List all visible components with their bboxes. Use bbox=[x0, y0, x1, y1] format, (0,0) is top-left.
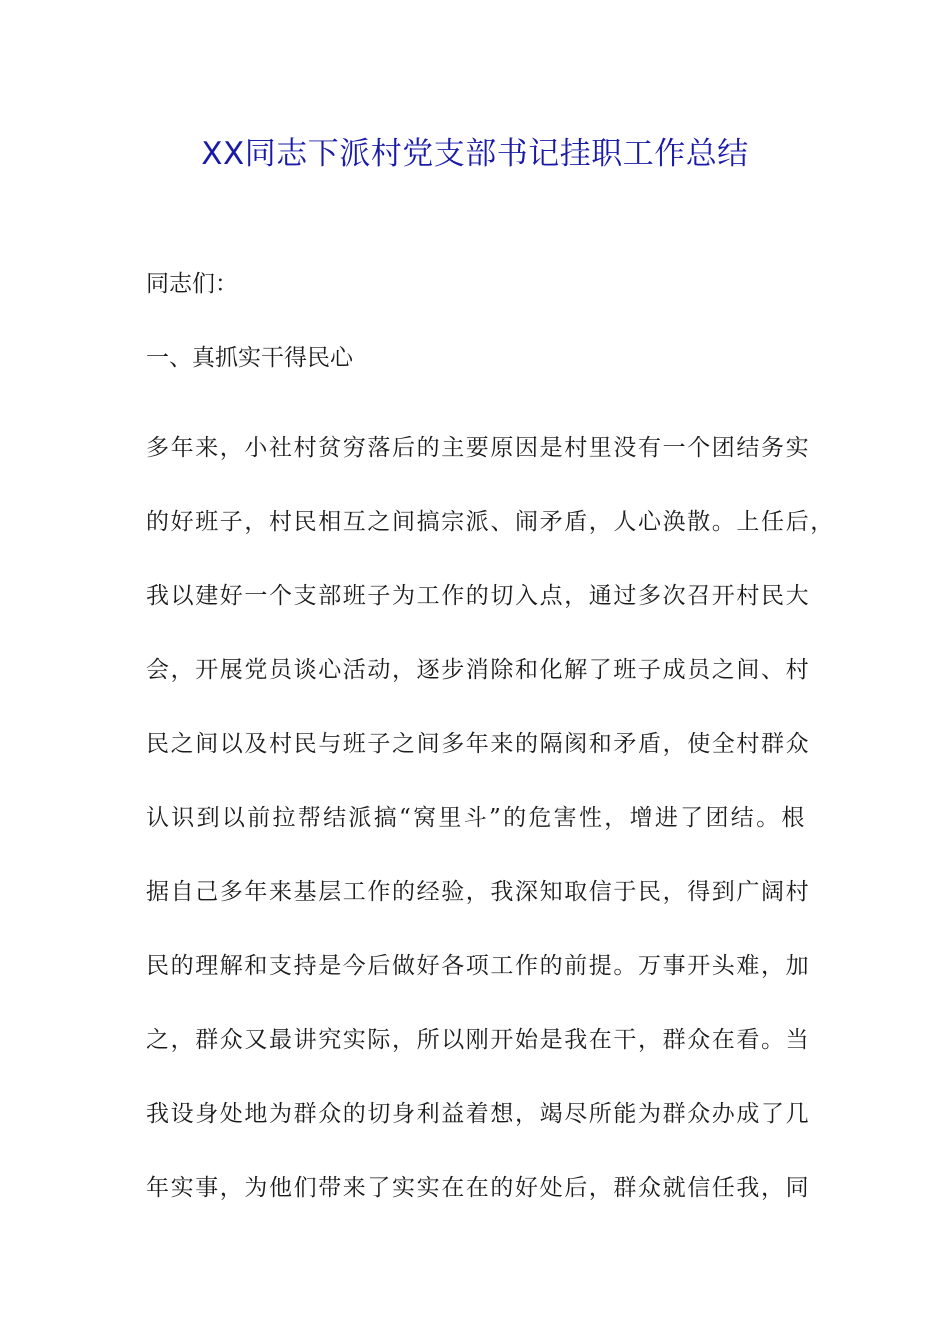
salutation: 同志们： bbox=[146, 271, 238, 297]
paragraph-line: 的好班子，村民相互之间搞宗派、闹矛盾，人心涣散。上任后， bbox=[146, 509, 835, 535]
paragraph-line: 我以建好一个支部班子为工作的切入点，通过多次召开村民大 bbox=[146, 583, 811, 609]
paragraph-line: 民的理解和支持是今后做好各项工作的前提。万事开头难，加 bbox=[146, 953, 811, 979]
paragraph-line: 多年来，小社村贫穷落后的主要原因是村里没有一个团结务实 bbox=[146, 435, 811, 461]
paragraph-line: 之，群众又最讲究实际，所以刚开始是我在干，群众在看。当 bbox=[146, 1027, 811, 1053]
paragraph-line: 我设身处地为群众的切身利益着想，竭尽所能为群众办成了几 bbox=[146, 1101, 811, 1127]
paragraph-1 bbox=[146, 411, 835, 1225]
paragraph-line: 据自己多年来基层工作的经验，我深知取信于民，得到广阔村 bbox=[146, 879, 811, 905]
paragraph-line: 认识到以前拉帮结派搞“窝里斗”的危害性，增进了团结。根 bbox=[146, 805, 806, 831]
paragraph-line: 年实事，为他们带来了实实在在的好处后，群众就信任我，同 bbox=[146, 1175, 811, 1201]
section-heading-1: 一、真抓实干得民心 bbox=[146, 345, 353, 371]
paragraph-line: 会，开展党员谈心活动，逐步消除和化解了班子成员之间、村 bbox=[146, 657, 811, 683]
paragraph-line: 民之间以及村民与班子之间多年来的隔阂和矛盾，使全村群众 bbox=[146, 731, 811, 757]
document-title: XX同志下派村党支部书记挂职工作总结 bbox=[201, 136, 749, 172]
